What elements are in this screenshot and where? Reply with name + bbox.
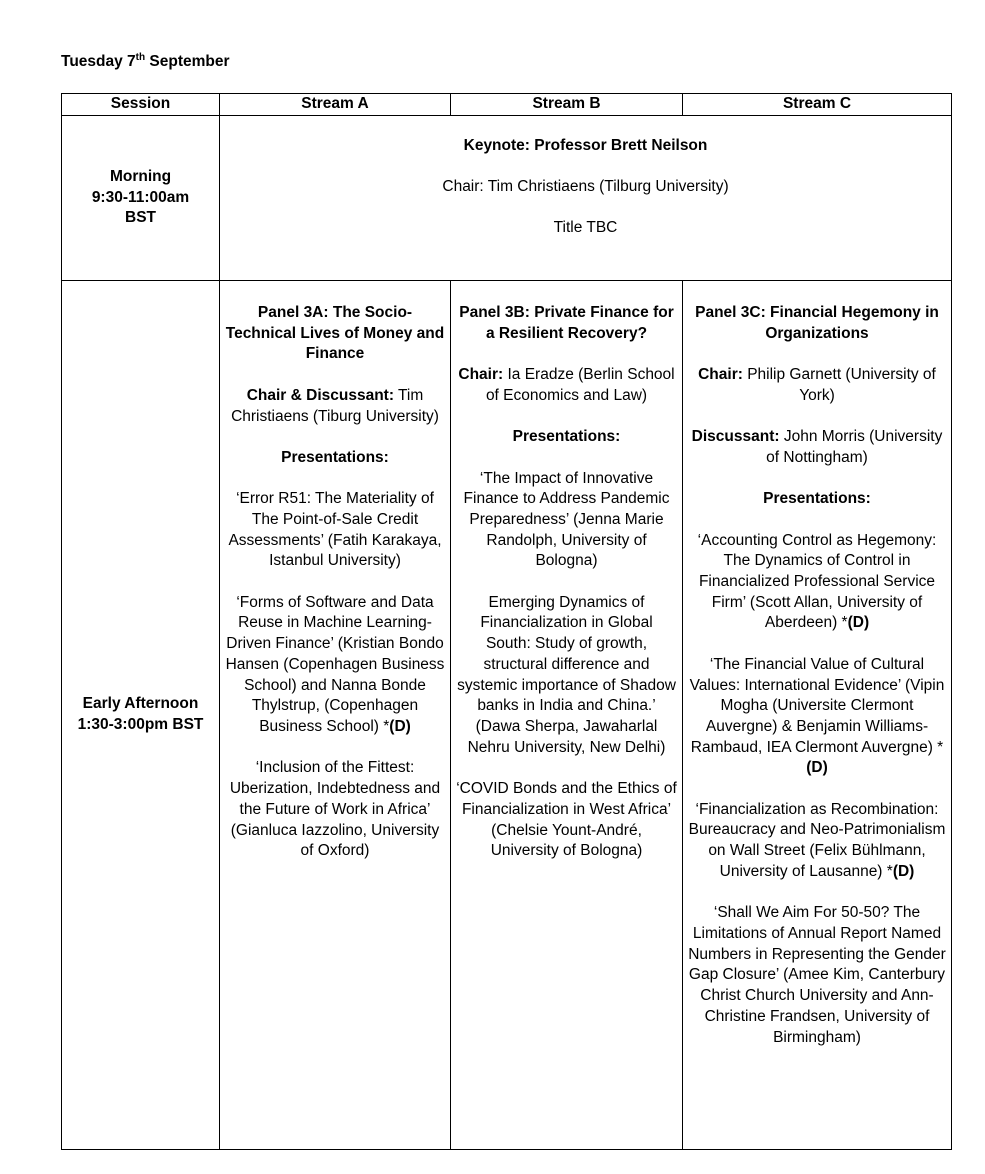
schedule-table — [61, 93, 952, 1150]
discussant-mark: (D) — [806, 759, 828, 777]
header-row — [62, 94, 952, 116]
panel-3b-chair-label: Chair: — [458, 366, 504, 384]
panel-3c-discussant — [688, 427, 946, 468]
discussant-mark: (D) — [847, 614, 870, 632]
page-title — [61, 53, 230, 71]
panel-3b-presentations-label: Presentations: — [512, 428, 621, 446]
panel-3c-cell — [683, 281, 952, 1150]
morning-session-zone: BST — [125, 209, 156, 227]
panel-3b-title: Panel 3B: Private Finance for a Resilient Recovery? — [459, 304, 674, 342]
morning-row — [62, 116, 952, 281]
panel-3b-chair-value: Ia Eradze (Berlin School of Economics and Law) — [485, 366, 675, 404]
panel-3a-presentations-label: Presentations: — [281, 448, 389, 466]
day-title-text: Tuesday 7 — [61, 53, 136, 70]
discussant-mark: (D) — [892, 862, 915, 880]
panel-3b-cell — [451, 281, 683, 1150]
panel-3a-presentation-3: ‘Inclusion of the Fittest: Uberization, Indebtedness and the Future of Work in Africa’ (Gianluca Iazzolino, University of Oxford) — [229, 759, 441, 860]
panel-3c-presentation-1 — [688, 531, 946, 635]
panel-3c-discussant-value: John Morris (University of Nottingham) — [766, 428, 943, 466]
panel-3c-presentation-3-text: ‘Financialization as Recombination: Bureaucracy and Neo-Patrimonialism on Wall Street (Felix Bühlmann, University of Lausanne) * — [688, 800, 946, 880]
afternoon-session-time: 1:30-3:00pm BST — [77, 716, 204, 733]
panel-3c-title: Panel 3C: Financial Hegemony in Organizations — [695, 304, 939, 342]
panel-3a-cell — [220, 281, 451, 1150]
panel-3c-presentation-3 — [688, 800, 946, 883]
panel-3b-presentation-3: ‘COVID Bonds and the Ethics of Financialization in West Africa’ (Chelsie Yount-André, University of Bologna) — [456, 780, 677, 860]
afternoon-session-label: Early Afternoon — [82, 695, 199, 713]
panel-3c-presentation-2 — [688, 655, 946, 779]
panel-3a-presentation-2-text: ‘Forms of Software and Data Reuse in Machine Learning-Driven Finance’ (Kristian Bondo Hansen (Copenhagen Business School) and Nanna Bonde Thylstrup, (Copenhagen Business School) * — [225, 593, 445, 735]
panel-3c-chair-label: Chair: — [698, 366, 743, 384]
keynote-cell — [220, 116, 952, 281]
panel-3c-presentation-2-text: ‘The Financial Value of Cultural Values: International Evidence’ (Vipin Mogha (Universite Clermont Auvergne) & Benjamin Williams-Rambaud, IEA Clermont Auvergne) * — [689, 655, 945, 756]
panel-3c-discussant-label: Discussant: — [691, 428, 780, 446]
day-title-ordinal: th — [135, 52, 146, 63]
header-session: Session — [62, 94, 220, 116]
morning-session-cell — [62, 116, 220, 281]
afternoon-session-cell — [62, 281, 220, 1150]
panel-3a-title: Panel 3A: The Socio-Technical Lives of Money and Finance — [225, 304, 445, 363]
discussant-mark: (D) — [389, 718, 411, 735]
panel-3c-presentations-label: Presentations: — [763, 490, 871, 508]
panel-3b-presentation-2: Emerging Dynamics of Financialization in Global South: Study of growth, structural difference and systemic importance of Shadow banks in India and China.’ (Dawa Sherpa, Jawaharlal Nehru University, New Delhi) — [457, 593, 676, 756]
panel-3c-presentation-1-text: ‘Accounting Control as Hegemony: The Dynamics of Control in Financialized Professional Service Firm’ (Scott Allan, University of Aberdeen) * — [697, 531, 937, 632]
keynote-chair: Chair: Tim Christiaens (Tilburg University) — [442, 178, 729, 196]
afternoon-row — [62, 281, 952, 1150]
panel-3a-chair-value: Tim Christiaens (Tiburg University) — [231, 386, 439, 425]
header-stream-a: Stream A — [220, 94, 451, 116]
morning-session-time: 9:30-11:00am — [91, 188, 190, 206]
panel-3a-presentation-1: ‘Error R51: The Materiality of The Point-of-Sale Credit Assessments’ (Fatih Karakaya, Istanbul University) — [228, 490, 442, 570]
panel-3a-chair-label: Chair & Discussant: — [246, 386, 394, 404]
header-stream-b: Stream B — [451, 94, 683, 116]
morning-session-label: Morning — [109, 167, 172, 185]
keynote-subtitle: Title TBC — [553, 219, 618, 237]
panel-3c-presentation-4: ‘Shall We Aim For 50-50? The Limitations of Annual Report Named Numbers in Representing the Gender Gap Closure’ (Amee Kim, Canterbury Christ Church University and Ann-Christine Frandsen, University of Birmingham) — [688, 904, 946, 1046]
panel-3c-chair — [688, 365, 946, 406]
panel-3a-chair — [225, 386, 445, 427]
panel-3a-presentation-2 — [225, 593, 445, 738]
panel-3c-chair-value: Philip Garnett (University of York) — [742, 366, 936, 404]
keynote-title: Keynote: Professor Brett Neilson — [463, 137, 708, 154]
panel-3b-chair — [456, 365, 677, 406]
day-title-month: September — [145, 53, 230, 70]
panel-3b-presentation-1: ‘The Impact of Innovative Finance to Address Pandemic Preparedness’ (Jenna Marie Randolph, University of Bologna) — [463, 469, 670, 570]
header-stream-c: Stream C — [683, 94, 952, 116]
